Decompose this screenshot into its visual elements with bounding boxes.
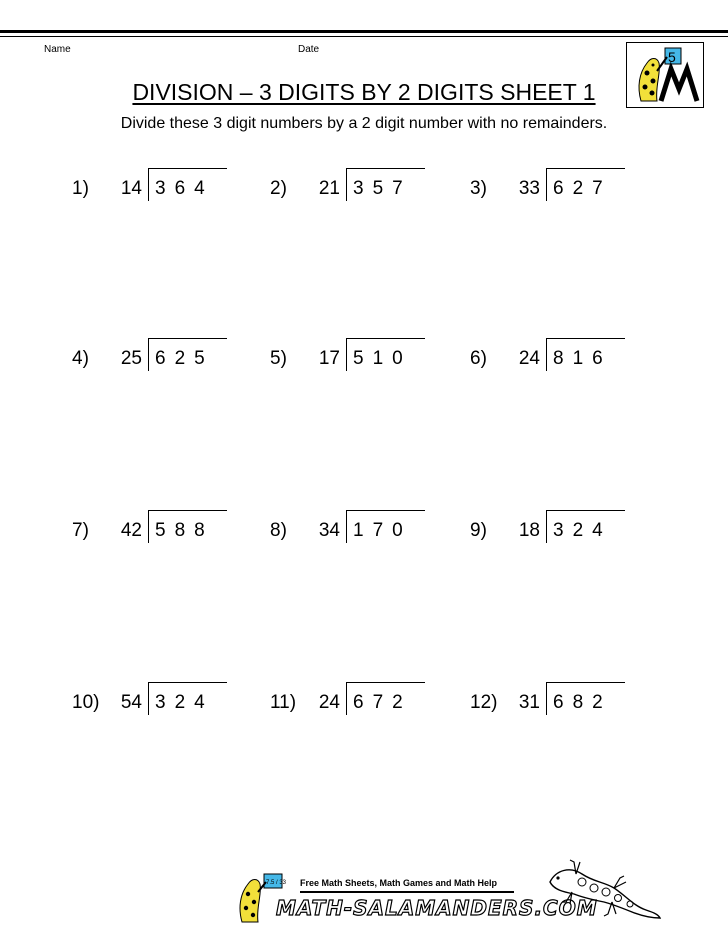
top-rule-thin xyxy=(0,36,728,37)
divisor: 31 xyxy=(518,692,540,713)
problem-number: 8) xyxy=(270,520,287,541)
problem-3 xyxy=(470,176,630,208)
problem-number: 3) xyxy=(470,178,487,199)
problem-7 xyxy=(72,518,232,550)
problem-1 xyxy=(72,176,232,208)
dividend: 588 xyxy=(155,520,214,541)
division-bracket xyxy=(346,168,425,201)
problem-number: 4) xyxy=(72,348,89,369)
dividend: 510 xyxy=(353,348,412,369)
problem-number: 11) xyxy=(270,692,297,713)
division-bracket xyxy=(148,682,227,715)
dividend: 625 xyxy=(155,348,214,369)
divisor: 17 xyxy=(318,348,340,369)
problem-5 xyxy=(270,346,430,378)
name-label: Name xyxy=(44,44,71,55)
problem-11 xyxy=(270,690,430,722)
dividend: 364 xyxy=(155,178,214,199)
grade-badge-text: 5 xyxy=(668,49,676,65)
footer-brand: MATH-SALAMANDERS.COM xyxy=(276,896,598,920)
division-bracket xyxy=(546,510,625,543)
dividend: 627 xyxy=(553,178,612,199)
problem-10 xyxy=(72,690,232,722)
divisor: 24 xyxy=(518,348,540,369)
problem-number: 6) xyxy=(470,348,487,369)
divisor: 24 xyxy=(318,692,340,713)
problem-4 xyxy=(72,346,232,378)
problem-number: 7) xyxy=(72,520,89,541)
dividend: 324 xyxy=(553,520,612,541)
divisor: 21 xyxy=(318,178,340,199)
division-bracket xyxy=(148,510,227,543)
divisor: 33 xyxy=(518,178,540,199)
worksheet-instructions: Divide these 3 digit numbers by a 2 digit number with no remainders. xyxy=(120,115,608,132)
dividend: 672 xyxy=(353,692,412,713)
dividend: 357 xyxy=(353,178,412,199)
divisor: 34 xyxy=(318,520,340,541)
problem-9 xyxy=(470,518,630,550)
divisor: 54 xyxy=(120,692,142,713)
division-bracket xyxy=(346,510,425,543)
division-bracket xyxy=(148,338,227,371)
footer-rule xyxy=(300,891,514,893)
worksheet-title: DIVISION – 3 DIGITS BY 2 DIGITS SHEET 1 xyxy=(132,79,596,105)
footer-tagline: Free Math Sheets, Math Games and Math Help xyxy=(300,878,498,888)
problem-12 xyxy=(470,690,630,722)
division-bracket xyxy=(346,682,425,715)
date-label: Date xyxy=(298,44,320,55)
dividend: 682 xyxy=(553,692,612,713)
division-bracket xyxy=(346,338,425,371)
problem-6 xyxy=(470,346,630,378)
divisor: 14 xyxy=(120,178,142,199)
divisor: 25 xyxy=(120,348,142,369)
division-bracket xyxy=(148,168,227,201)
problem-8 xyxy=(270,518,430,550)
problem-number: 1) xyxy=(72,178,89,199)
problem-number: 10) xyxy=(72,692,100,713)
division-bracket xyxy=(546,338,625,371)
dividend: 324 xyxy=(155,692,214,713)
footer-badge-text: 7.5 / 33 xyxy=(266,880,287,886)
problem-number: 9) xyxy=(470,520,487,541)
dividend: 816 xyxy=(553,348,612,369)
top-rule-thick xyxy=(0,30,728,33)
problem-2 xyxy=(270,176,430,208)
divisor: 18 xyxy=(518,520,540,541)
division-bracket xyxy=(546,168,625,201)
salamander-drawing-icon xyxy=(542,852,662,924)
problem-number: 2) xyxy=(270,178,287,199)
divisor: 42 xyxy=(120,520,142,541)
problem-number: 12) xyxy=(470,692,498,713)
problem-number: 5) xyxy=(270,348,287,369)
division-bracket xyxy=(546,682,625,715)
dividend: 170 xyxy=(353,520,412,541)
